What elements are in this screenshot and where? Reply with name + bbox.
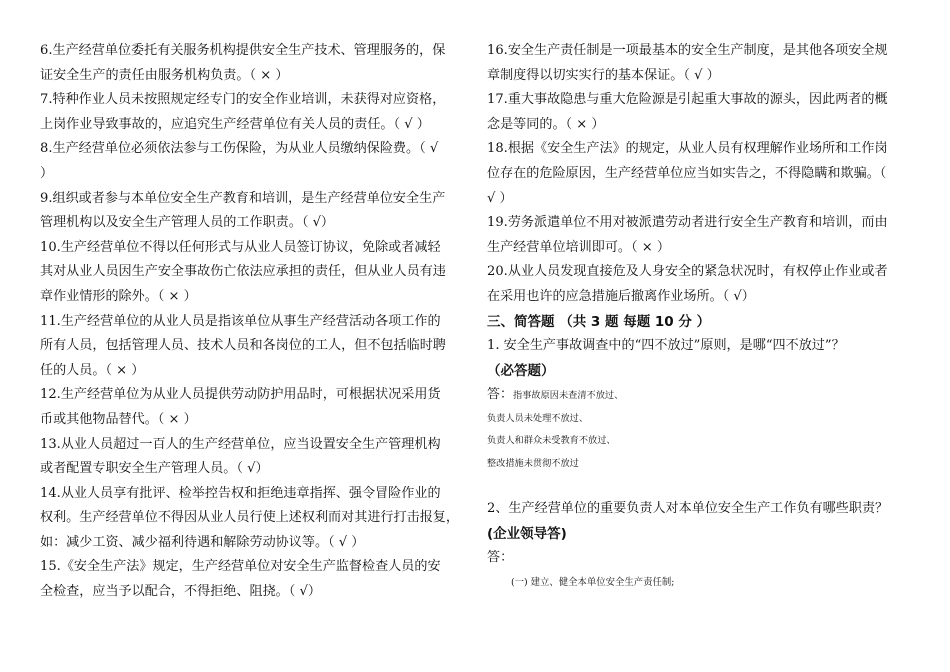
text-line: 18.根据《安全生产法》的规定，从业人员有权理解作业场所和工作岗 [487, 141, 888, 157]
text-line: 任的人员。（ × ） [40, 362, 145, 378]
text-line: 7.特种作业人员未按照规定经专门的安全作业培训，未获得对应资格， [40, 92, 446, 108]
text-line: 6.生产经营单位委托有关服务机构提供安全生产技术、管理服务的，保 [40, 43, 446, 58]
text-line: 19.劳务派遣单位不用对被派遣劳动者进行安全生产教育和培训，而由 [487, 215, 888, 231]
text-line: 其对从业人员因生产安全事故伤亡依法应承担的责任，但从业人员有违 [40, 264, 446, 280]
question-1-tag: （必答题） [487, 362, 555, 379]
text-line: 12.生产经营单位为从业人员提供劳动防护用品时，可根据状况采用货 [40, 387, 441, 403]
question-2-tag: (企业领导答) [487, 525, 567, 542]
answer-line: 负责人和群众未受教育不放过、 [487, 435, 616, 447]
text-line: 在采用也许的应急措施后撤离作业场所。（ √） [487, 288, 755, 304]
text-line: 上岗作业导致事故的，应追究生产经营单位有关人员的责任。（ √ ） [40, 116, 430, 132]
text-line: 13.从业人员超过一百人的生产经营单位，应当设置安全生产管理机构 [40, 436, 441, 452]
text-line: 11.生产经营单位的从业人员是指该单位从事生产经营活动各项工作的 [40, 313, 441, 329]
right-column [487, 39, 915, 595]
left-column [40, 39, 462, 605]
text-line: 念是等同的。（ × ） [487, 116, 605, 132]
answer-text: 指事故原因未查清不放过、 [513, 390, 624, 402]
text-line: ） [40, 165, 54, 181]
text-line: 生产经营单位培训即可。（ × ） [487, 239, 670, 255]
text-line: 8.生产经营单位必须依法参与工伤保险，为从业人员缴纳保险费。（ √ [40, 141, 439, 157]
answer-label: 答： [487, 550, 514, 566]
text-line: 章作业情形的除外。（ × ） [40, 288, 197, 304]
text-line: 如：减少工资、减少福利待遇和解除劳动协议等。（ √ ） [40, 534, 365, 550]
section-heading: 三、简答题 （共 3 题 每题 10 分 ） [487, 313, 711, 330]
text-line: 权利。生产经营单位不得因从业人员行使上述权利而对其进行打击报复， [40, 510, 459, 526]
text-line: 位存在的危险原因，生产经营单位应当如实告之，不得隐瞒和欺骗。（ [487, 165, 887, 181]
answer-line: 整改措施未贯彻不放过 [487, 457, 579, 469]
text-line: 17.重大事故隐患与重大危险源是引起重大事故的源头，因此两者的概 [487, 92, 888, 108]
text-line: 20.从业人员发现直接危及人身安全的紧急状况时，有权停止作业或者 [487, 264, 888, 280]
answer-line: 负责人员未处理不放过、 [487, 412, 589, 424]
answer-line [487, 383, 915, 408]
spacer [487, 475, 915, 497]
text-line: √ ） [487, 190, 513, 206]
text-line: 章制度得以切实实行的基本保证。（ √ ） [487, 67, 720, 83]
text-line: 全检查，应当予以配合，不得拒绝、阻挠。（ √） [40, 584, 321, 600]
answer-label: 答： [487, 387, 514, 403]
text-line: 证安全生产的责任由服务机构负责。（ × ） [40, 67, 289, 83]
answer-line: (一) 建立、健全本单位安全生产责任制; [511, 576, 675, 588]
question-1: 1. 安全生产事故调查中的“四不放过”原则，是哪“四不放过”？ [487, 338, 845, 354]
text-line: 15.《安全生产法》规定，生产经营单位对安全生产监督检查人员的安 [40, 559, 441, 575]
text-line: 16.安全生产责任制是一项最基本的安全生产制度，是其他各项安全规 [487, 43, 888, 58]
text-line: 9.组织或者参与本单位安全生产教育和培训，是生产经营单位安全生产 [40, 190, 446, 206]
text-line: 14.从业人员享有批评、检举控告权和拒绝违章指挥、强令冒险作业的 [40, 485, 441, 501]
text-line: 管理机构以及安全生产管理人员的工作职责。（ √） [40, 215, 335, 231]
question-2: 2、生产经营单位的重要负责人对本单位安全生产工作负有哪些职责？ [487, 501, 889, 517]
text-line: 所有人员，包括管理人员、技术人员和各岗位的工人，但不包括临时聘 [40, 338, 446, 354]
text-line: 10.生产经营单位不得以任何形式与从业人员签订协议，免除或者减轻 [40, 239, 441, 255]
text-line: 币或其他物品替代。（ × ） [40, 411, 197, 427]
text-line: 或者配置专职安全生产管理人员。（ √） [40, 461, 269, 477]
